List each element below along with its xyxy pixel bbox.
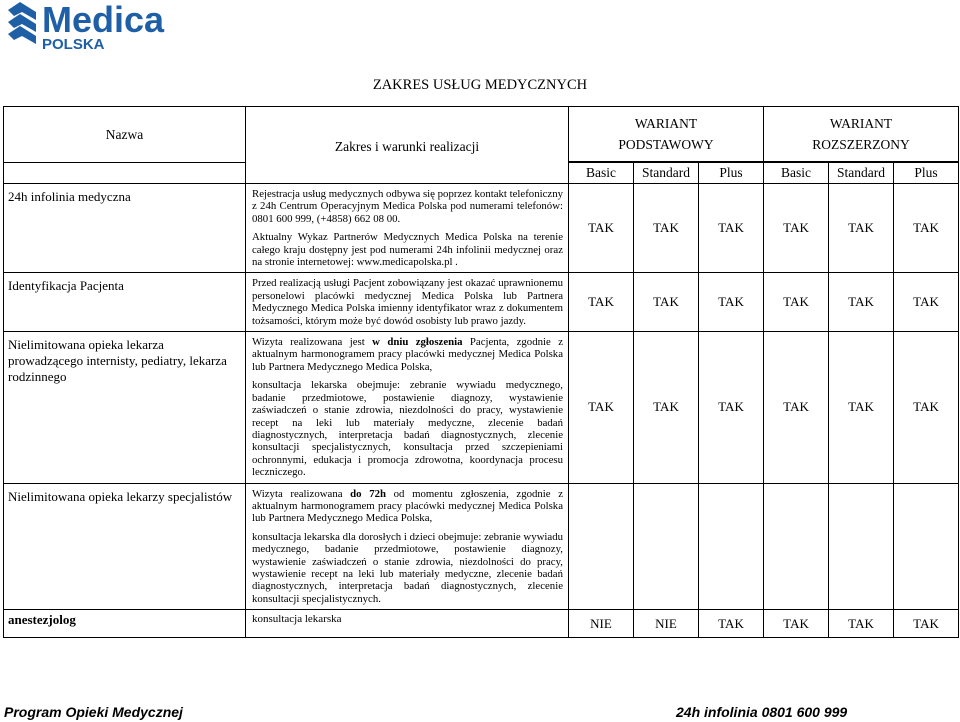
value-cell: TAK <box>829 184 894 273</box>
table-row <box>4 332 959 483</box>
value-cell: TAK <box>699 610 764 638</box>
table-row <box>4 483 959 610</box>
value-cell: TAK <box>829 273 894 332</box>
header-name-spacer <box>4 163 246 184</box>
value-cell: TAK <box>699 332 764 483</box>
value-cell: TAK <box>829 332 894 483</box>
service-description: konsultacja lekarska <box>246 610 569 638</box>
value-cell <box>634 483 699 610</box>
value-cell: TAK <box>634 273 699 332</box>
services-table <box>3 106 959 638</box>
value-cell <box>699 483 764 610</box>
sub-standard: Standard <box>829 163 894 184</box>
variant-name: ROZSZERZONY <box>812 137 910 152</box>
value-cell: TAK <box>634 332 699 483</box>
value-cell: TAK <box>764 273 829 332</box>
service-description: Rejestracja usług medycznych odbywa się poprzez kontakt telefoniczny z 24h Centrum Operacyjnym Medica Polska pod numerami telefonów: 0801 600 999, (+4858) 662 08 00. Aktualny Wykaz Partnerów Medycznych Medica Polska na terenie całego kraju dostępny jest pod numerami 24h infolinii medycznej oraz na stronie internetowej: www.medicapolska.pl . <box>246 184 569 273</box>
value-cell: TAK <box>894 332 959 483</box>
value-cell: TAK <box>569 273 634 332</box>
service-name: Nielimitowana opieka lekarza prowadzącego internisty, pediatry, lekarza rodzinnego <box>4 332 246 483</box>
sub-basic: Basic <box>764 163 829 184</box>
svg-text:Medica: Medica <box>42 0 165 40</box>
value-cell: TAK <box>699 273 764 332</box>
value-cell: TAK <box>764 184 829 273</box>
svg-text:POLSKA: POLSKA <box>42 36 105 52</box>
service-description: Wizyta realizowana do 72h od momentu zgłoszenia, zgodnie z aktualnym harmonogramem pracy placówki medycznej Medica Polska lub Partnera Medycznego Medica Polska, konsultacja lekarska dla dorosłych i dzieci obejmuje: zebranie wywiadu medycznego, badanie przedmiotowe, postawienie diagnozy, wystawienie zaświadczeń o stanie zdrowia, niezdolności do pracy, wystawienie recept na leki lub materiały medyczne, zlecenie badań diagnostycznych, interpretacja badań diagnostycznych, zlecenie konsultacji specjalistycznych. <box>246 483 569 610</box>
sub-plus: Plus <box>699 163 764 184</box>
footer-program: Program Opieki Medycznej <box>4 704 183 720</box>
header-name: Nazwa <box>4 107 246 163</box>
value-cell <box>829 483 894 610</box>
value-cell: TAK <box>634 184 699 273</box>
value-cell: TAK <box>569 332 634 483</box>
service-name: Identyfikacja Pacjenta <box>4 273 246 332</box>
table-row <box>4 184 959 273</box>
table-row <box>4 273 959 332</box>
value-cell: TAK <box>894 610 959 638</box>
variant-label: WARIANT <box>634 116 698 131</box>
sub-plus: Plus <box>894 163 959 184</box>
value-cell: TAK <box>569 184 634 273</box>
header-variant-basic <box>569 107 764 162</box>
sub-standard: Standard <box>634 163 699 184</box>
table-row <box>4 610 959 638</box>
document-title: ZAKRES USŁUG MEDYCZNYCH <box>372 77 588 93</box>
header-variant-extended <box>764 107 959 162</box>
value-cell: TAK <box>764 332 829 483</box>
sub-basic: Basic <box>569 163 634 184</box>
value-cell: NIE <box>569 610 634 638</box>
variant-name: PODSTAWOWY <box>618 137 714 152</box>
footer-hotline: 24h infolinia 0801 600 999 <box>676 704 848 720</box>
value-cell: TAK <box>764 610 829 638</box>
service-description: Przed realizacją usługi Pacjent zobowiązany jest okazać uprawnionemu personelowi placówki medycznej Medica Polska lub Partnera Medycznego Medica Polska imienny identyfikator wraz z dokumentem tożsamości, którym może być dowód osobisty lub prawo jazdy. <box>246 273 569 332</box>
value-cell: TAK <box>894 273 959 332</box>
header-scope: Zakres i warunki realizacji <box>246 107 569 184</box>
value-cell: TAK <box>894 184 959 273</box>
medica-polska-logo <box>6 0 216 52</box>
service-name: anestezjolog <box>4 610 246 638</box>
value-cell <box>894 483 959 610</box>
variant-label: WARIANT <box>829 116 893 131</box>
value-cell <box>569 483 634 610</box>
service-description: Wizyta realizowana jest w dniu zgłoszenia Pacjenta, zgodnie z aktualnym harmonogramem pracy placówki medycznej Medica Polska lub Partnera Medycznego Medica Polska, konsultacja lekarska obejmuje: zebranie wywiadu medycznego, badanie przedmiotowe, postawienie diagnozy, wystawienie zaświadczeń o stanie zdrowia, niezdolności do pracy, wystawienie recept na leki lub materiały medyczne, zlecenie badań diagnostycznych, interpretacja badań diagnostycznych, zlecenie konsultacji specjalistycznych, konsultacja przed szczepieniami ochronnymi, edukacja i promocja zdrowotna, koordynacja procesu leczniczego. <box>246 332 569 483</box>
value-cell: NIE <box>634 610 699 638</box>
value-cell: TAK <box>829 610 894 638</box>
value-cell: TAK <box>699 184 764 273</box>
header-row <box>4 107 959 162</box>
value-cell <box>764 483 829 610</box>
service-name: Nielimitowana opieka lekarzy specjalistów <box>4 483 246 610</box>
service-name: 24h infolinia medyczna <box>4 184 246 273</box>
